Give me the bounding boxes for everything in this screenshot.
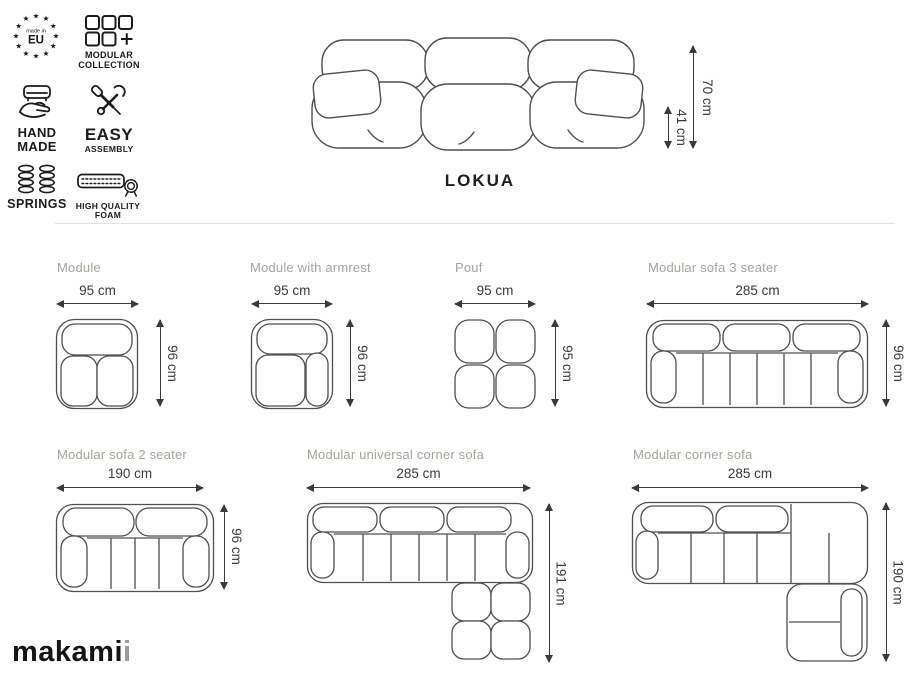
module-depth-label: 96 cm	[164, 344, 180, 382]
pouf-depth-label: 95 cm	[559, 344, 575, 382]
product-name: LOKUA	[444, 171, 516, 190]
pouf-width-label: 95 cm	[476, 283, 514, 298]
svg-text:★: ★	[52, 31, 60, 41]
module-armrest-title: Module with armrest	[250, 260, 371, 275]
easy-assembly-icon	[90, 84, 128, 122]
sofa-2seater-title: Modular sofa 2 seater	[57, 447, 187, 462]
svg-text:★: ★	[12, 31, 20, 41]
pouf-top-view-drawing	[453, 318, 537, 410]
universal-corner-depth-label: 191 cm	[553, 560, 569, 606]
easy-assembly-label-main: EASY	[84, 125, 134, 144]
overall-height-label: 70 cm	[699, 78, 715, 116]
badge-hand-made	[10, 84, 64, 154]
module-width-label: 95 cm	[79, 283, 116, 298]
universal-corner-width-arrow	[307, 487, 530, 488]
seat-height-label: 41 cm	[673, 108, 689, 146]
corner-sofa-depth-dim	[858, 542, 910, 622]
module-width-arrow	[57, 303, 138, 304]
seat-height-dim	[641, 87, 721, 167]
svg-text:★: ★	[49, 21, 57, 31]
eu-stars-icon	[10, 12, 62, 62]
section-divider	[55, 223, 895, 224]
modular-collection-label: MODULAR COLLECTION	[78, 50, 140, 70]
brand-logo-main: makami	[12, 636, 124, 668]
pouf-width-arrow	[455, 303, 535, 304]
made-in-label: made in	[26, 28, 46, 35]
corner-sofa-width-label: 285 cm	[727, 466, 773, 481]
module-armrest-depth-label: 96 cm	[354, 344, 370, 382]
foam-quality-icon	[77, 170, 139, 198]
module-armrest-width-label: 95 cm	[273, 283, 311, 298]
module-armrest-depth-dim	[322, 323, 402, 403]
sofa-2seater-top-view-drawing	[55, 503, 215, 593]
corner-sofa-width-arrow	[632, 487, 868, 488]
sofa-2seater-width-arrow	[57, 487, 203, 488]
pouf-title: Pouf	[455, 260, 483, 275]
corner-sofa-title: Modular corner sofa	[633, 447, 753, 462]
badge-easy-assembly	[76, 84, 142, 155]
corner-sofa-top-view-drawing	[631, 501, 869, 663]
badge-made-in-eu	[8, 12, 64, 62]
sofa-3seater-top-view-drawing	[645, 319, 869, 409]
svg-text:★: ★	[32, 12, 40, 21]
sofa-2seater-width-label: 190 cm	[107, 466, 153, 481]
sofa-3seater-width-label: 285 cm	[735, 283, 780, 298]
svg-text:★: ★	[15, 21, 23, 31]
eu-label: EU	[28, 34, 44, 47]
svg-text:★: ★	[42, 48, 50, 58]
badge-high-quality-foam	[70, 170, 146, 220]
brand-logo-accent: i	[123, 636, 132, 668]
universal-corner-top-view-drawing	[306, 502, 534, 664]
svg-text:★: ★	[32, 51, 40, 61]
sofa-3seater-title: Modular sofa 3 seater	[648, 260, 778, 275]
modular-collection-icon	[85, 15, 134, 47]
easy-assembly-label-sub: ASSEMBLY	[84, 144, 134, 155]
sofa-3seater-depth-label: 96 cm	[890, 344, 906, 382]
foam-quality-label: HIGH QUALITY FOAM	[75, 201, 141, 221]
svg-text:★: ★	[49, 41, 57, 51]
hand-made-icon	[16, 84, 58, 122]
sofa-3seater-depth-dim	[858, 323, 910, 403]
module-top-view-drawing	[55, 318, 139, 410]
svg-text:★: ★	[22, 48, 30, 58]
badge-springs	[6, 164, 68, 212]
module-depth-dim	[132, 323, 212, 403]
svg-text:★: ★	[42, 14, 50, 24]
universal-corner-title: Modular universal corner sofa	[307, 447, 485, 462]
universal-corner-width-label: 285 cm	[396, 466, 441, 481]
module-armrest-width-arrow	[252, 303, 332, 304]
sofa-front-view-drawing	[306, 34, 650, 154]
module-title: Module	[57, 260, 101, 275]
sofa-2seater-depth-label: 96 cm	[228, 527, 244, 565]
pouf-depth-dim	[527, 323, 607, 403]
brand-logo	[12, 636, 132, 669]
universal-corner-depth-dim	[521, 543, 601, 623]
sofa-2seater-depth-dim	[196, 506, 276, 586]
badge-modular-collection	[74, 15, 144, 70]
springs-label: SPRINGS	[7, 197, 67, 211]
springs-icon	[14, 164, 60, 194]
svg-text:★: ★	[15, 41, 23, 51]
hand-made-label: HAND MADE	[17, 125, 57, 155]
sofa-3seater-width-arrow	[647, 303, 868, 304]
corner-sofa-depth-label: 190 cm	[890, 559, 906, 605]
svg-text:★: ★	[22, 14, 30, 24]
